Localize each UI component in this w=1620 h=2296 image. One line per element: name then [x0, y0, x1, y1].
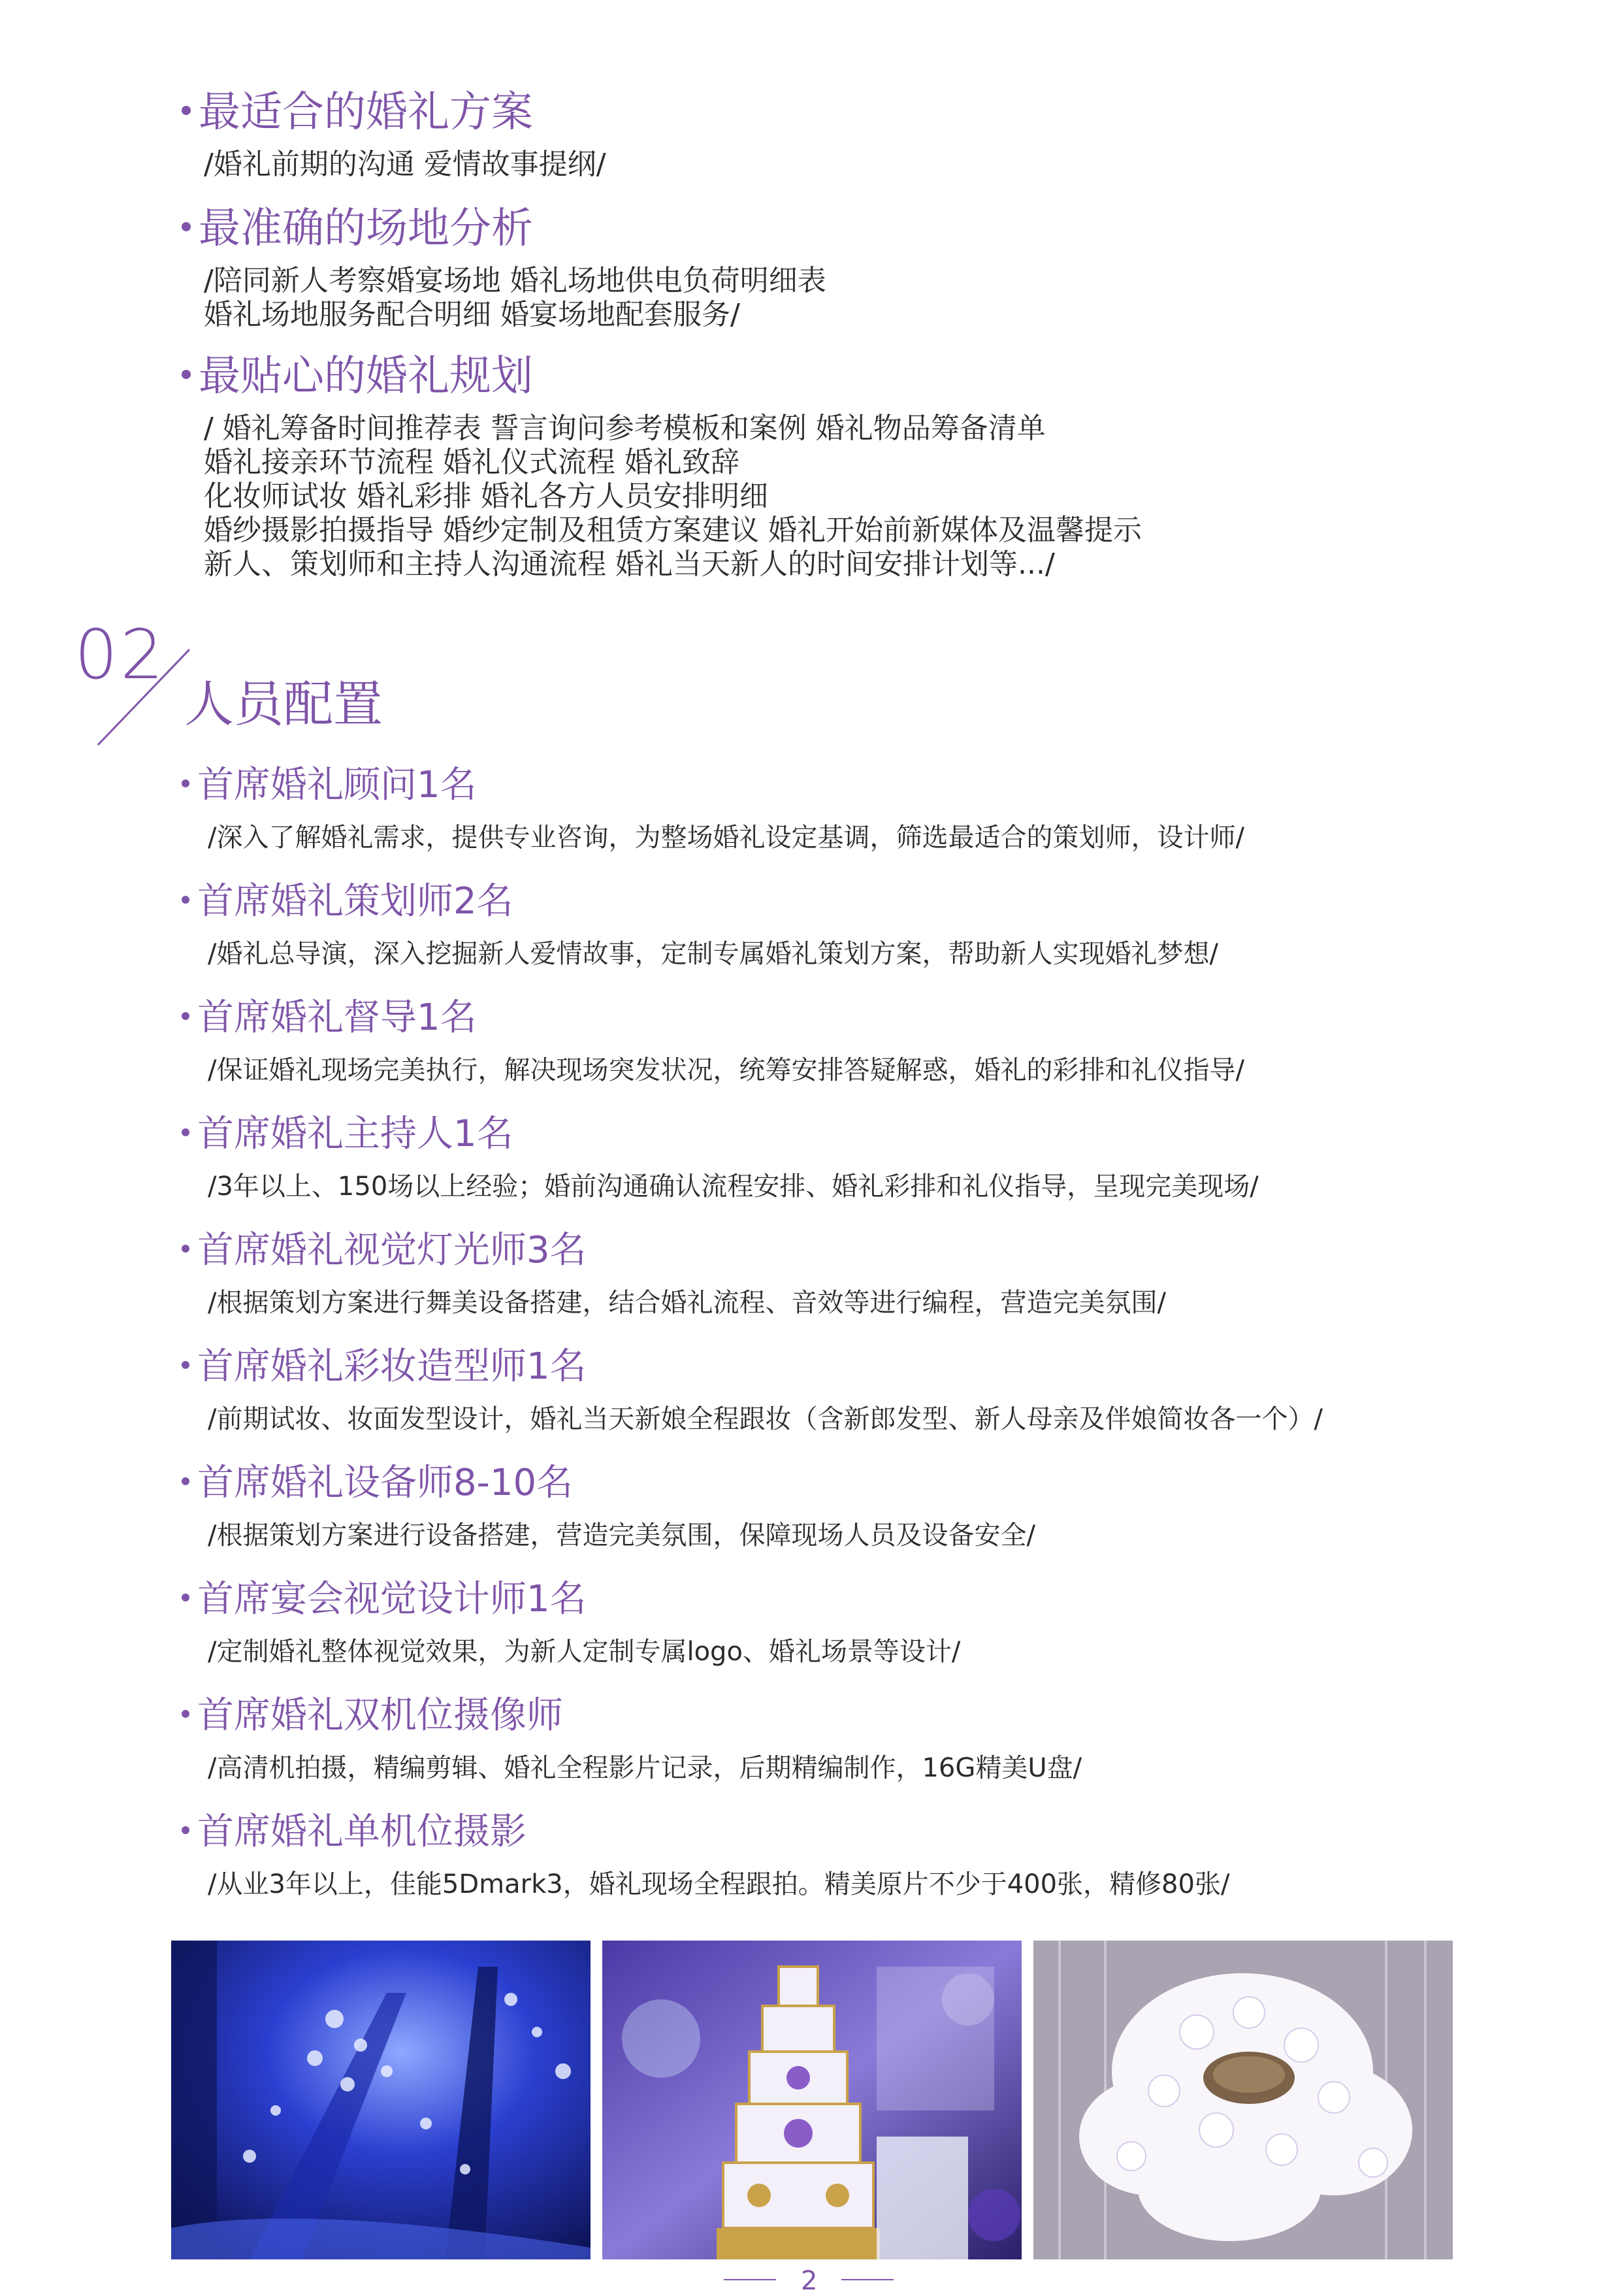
section1-item-2-line-1: 婚礼接亲环节流程 婚礼仪式流程 婚礼致辞	[204, 446, 739, 479]
role-desc: /从业3年以上，佳能5Dmark3，婚礼现场全程跟拍。精美原片不少于400张，精修80张/	[208, 1869, 1230, 1899]
role-desc: /高清机拍摄，精编剪辑、婚礼全程影片记录，后期精编制作，16G精美U盘/	[208, 1753, 1082, 1783]
role-desc: /定制婚礼整体视觉效果，为新人定制专属logo、婚礼场景等设计/	[208, 1637, 961, 1667]
role-desc: /婚礼总导演，深入挖掘新人爱情故事，定制专属婚礼策划方案，帮助新人实现婚礼梦想/	[208, 939, 1218, 969]
bullet-dot-icon	[182, 222, 191, 231]
photo-blue-stage-illustration	[171, 1941, 591, 2259]
role-title: 首席宴会视觉设计师1名	[182, 1581, 587, 1618]
role-desc: /深入了解婚礼需求，提供专业咨询，为整场婚礼设定基调，筛选最适合的策划师，设计师/	[208, 823, 1244, 853]
bullet-dot-icon	[182, 1361, 189, 1369]
role-title: 首席婚礼视觉灯光师3名	[182, 1232, 587, 1269]
white-orchid-photo	[1033, 1941, 1453, 2259]
role-desc: /根据策划方案进行舞美设备搭建，结合婚礼流程、音效等进行编程，营造完美氛围/	[208, 1288, 1166, 1318]
role-desc: /3年以上、150场以上经验；婚前沟通确认流程安排、婚礼彩排和礼仪指导，呈现完美现场/	[208, 1172, 1259, 1202]
footer-right-rule	[841, 2279, 894, 2280]
role-title: 首席婚礼双机位摄像师	[182, 1697, 563, 1734]
photo-orchid-illustration	[1033, 1941, 1453, 2259]
bullet-dot-icon	[182, 1245, 189, 1253]
page-number: 2	[801, 2266, 818, 2296]
section1-item-0-title: 最适合的婚礼方案	[182, 91, 533, 133]
bullet-dot-icon	[182, 370, 191, 379]
role-title: 首席婚礼设备师8-10名	[182, 1465, 573, 1501]
section1-item-0-line-0: /婚礼前期的沟通 爱情故事提纲/	[204, 148, 606, 181]
bullet-dot-icon	[182, 106, 191, 115]
bullet-dot-icon	[182, 1594, 189, 1601]
bullet-dot-icon	[182, 1012, 189, 1020]
role-title: 首席婚礼顾问1名	[182, 767, 477, 804]
section-number: 02	[74, 615, 167, 695]
section1-item-1-line-0: /陪同新人考察婚宴场地 婚礼场地供电负荷明细表	[204, 264, 826, 297]
role-title: 首席婚礼策划师2名	[182, 883, 513, 920]
section1-item-1-line-1: 婚礼场地服务配合明细 婚宴场地配套服务/	[204, 298, 740, 331]
bullet-dot-icon	[182, 896, 189, 904]
section1-item-1-title: 最准确的场地分析	[182, 208, 533, 250]
bullet-dot-icon	[182, 1477, 189, 1485]
section1-item-2-line-3: 婚纱摄影拍摄指导 婚纱定制及租赁方案建议 婚礼开始前新媒体及温馨提示	[204, 514, 1142, 547]
role-title: 首席婚礼督导1名	[182, 1000, 477, 1036]
role-desc: /根据策划方案进行设备搭建，营造完美氛围，保障现场人员及设备安全/	[208, 1520, 1035, 1550]
bullet-dot-icon	[182, 1710, 189, 1718]
role-title: 首席婚礼主持人1名	[182, 1116, 513, 1153]
bullet-dot-icon	[182, 1128, 189, 1136]
page-number-footer	[724, 2266, 894, 2296]
photo-cake-illustration	[602, 1941, 1022, 2259]
section1-item-2-line-0: / 婚礼筹备时间推荐表 誓言询问参考模板和案例 婚礼物品筹备清单	[204, 412, 1046, 445]
role-title: 首席婚礼彩妆造型师1名	[182, 1349, 587, 1385]
role-desc: /前期试妆、妆面发型设计，婚礼当天新娘全程跟妆（含新郎发型、新人母亲及伴娘简妆各一个）/	[208, 1404, 1323, 1434]
section1-item-2-line-4: 新人、策划师和主持人沟通流程 婚礼当天新人的时间安排计划等.../	[204, 548, 1055, 581]
role-title: 首席婚礼单机位摄影	[182, 1814, 526, 1850]
divider-slash	[91, 647, 196, 751]
bullet-dot-icon	[182, 779, 189, 787]
wedding-cake-photo	[602, 1941, 1022, 2259]
bullet-dot-icon	[182, 1826, 189, 1834]
footer-left-rule	[724, 2279, 776, 2280]
section1-item-2-line-2: 化妆师试妆 婚礼彩排 婚礼各方人员安排明细	[204, 480, 768, 513]
section-title: 人员配置	[184, 675, 383, 733]
section1-item-2-title: 最贴心的婚礼规划	[182, 355, 533, 397]
blue-stage-decor-photo	[171, 1941, 591, 2259]
role-desc: /保证婚礼现场完美执行，解决现场突发状况，统筹安排答疑解惑，婚礼的彩排和礼仪指导/	[208, 1055, 1244, 1085]
